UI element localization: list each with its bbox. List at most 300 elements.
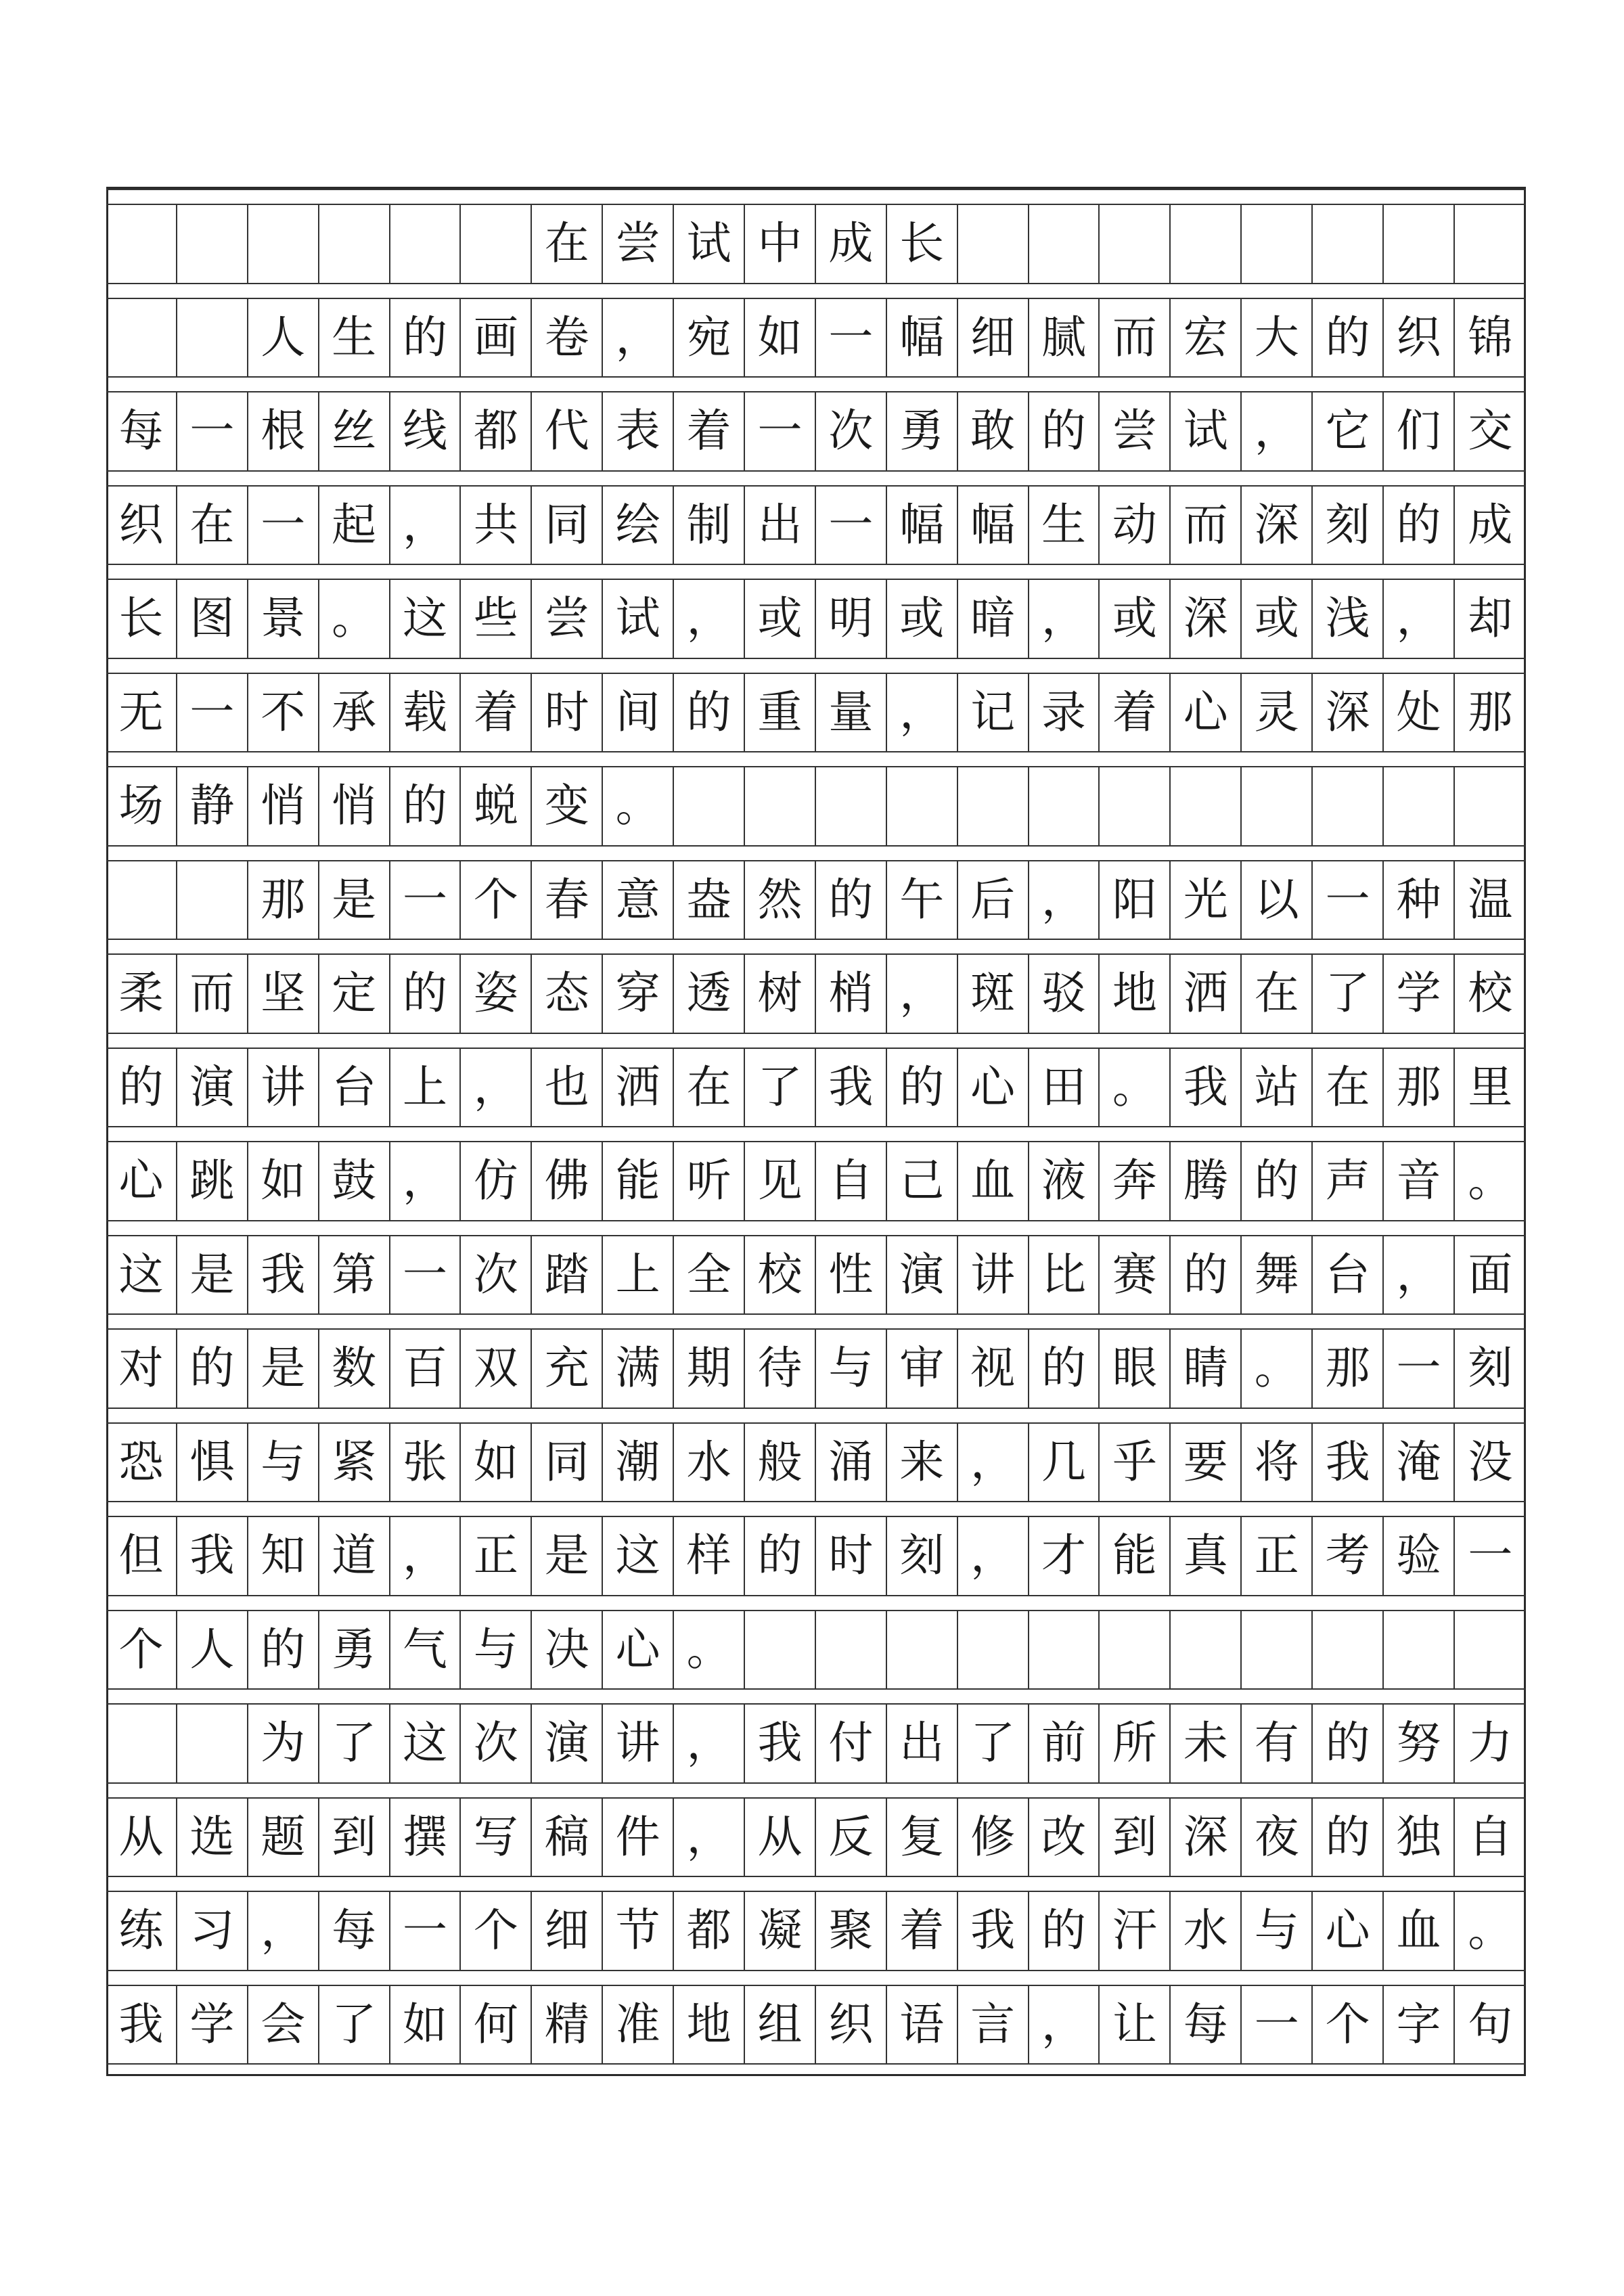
- row-spacer: [106, 564, 1526, 580]
- grid-cell: 的: [390, 955, 461, 1033]
- grid-cells: [106, 1799, 1526, 1876]
- grid-cell: [1384, 767, 1455, 845]
- row-spacer: [106, 1501, 1526, 1517]
- grid-cell: [177, 205, 248, 283]
- grid-cell: 演: [887, 1236, 958, 1314]
- grid-cell: 种: [1384, 861, 1455, 939]
- grid-cell: 柔: [106, 955, 177, 1033]
- grid-cell: 代: [532, 392, 603, 470]
- grid-cell: [461, 205, 532, 283]
- grid-cell: 个: [106, 1611, 177, 1689]
- row-spacer: [106, 1876, 1526, 1892]
- grid-cell: 充: [532, 1330, 603, 1408]
- row-spacer: [106, 1033, 1526, 1049]
- grid-cell: 的: [1029, 392, 1100, 470]
- grid-cell: 灵: [1242, 674, 1313, 752]
- grid-cell: 勇: [887, 392, 958, 470]
- grid-cell: 血: [958, 1142, 1029, 1220]
- grid-cell: 洒: [603, 1049, 674, 1127]
- grid-cell: 而: [1171, 487, 1242, 564]
- grid-cell: 一: [177, 392, 248, 470]
- grid-cell: 佛: [532, 1142, 603, 1220]
- text-row: [106, 1782, 1526, 1863]
- row-spacer: [106, 1970, 1526, 1986]
- grid-cells: [106, 1892, 1526, 1970]
- grid-cell: [106, 205, 177, 283]
- grid-cell: [319, 205, 390, 283]
- grid-cell: ，: [958, 1424, 1029, 1502]
- grid-cell: 长: [887, 205, 958, 283]
- grid-cell: 己: [887, 1142, 958, 1220]
- grid-cell: 面: [1468, 1248, 1513, 1301]
- grid-cell: 个: [461, 861, 532, 939]
- grid-cell: 了: [745, 1049, 816, 1127]
- grid-cell: 时: [532, 674, 603, 752]
- grid-cell: 撰: [390, 1799, 461, 1876]
- grid-cell: ，: [390, 1517, 461, 1595]
- grid-cell: 聚: [816, 1892, 887, 1970]
- grid-cell: 的: [1171, 1236, 1242, 1314]
- grid-cell: 。: [1468, 1154, 1513, 1207]
- grid-cell: 态: [532, 955, 603, 1033]
- grid-cell: 一: [390, 1892, 461, 1970]
- grid-cell: 将: [1242, 1424, 1313, 1502]
- grid-cell: 的: [816, 861, 887, 939]
- grid-cell: 自: [1468, 1810, 1513, 1863]
- grid-cell: 温: [1468, 873, 1513, 926]
- row-spacer: [106, 939, 1526, 955]
- row-spacer: [106, 1595, 1526, 1611]
- grid-cell: 线: [390, 392, 461, 470]
- grid-cell: 真: [1171, 1517, 1242, 1595]
- grid-cell: 与: [248, 1424, 319, 1502]
- grid-cell: 数: [319, 1330, 390, 1408]
- grid-cell: 音: [1384, 1142, 1455, 1220]
- grid-cell: 或: [1242, 580, 1313, 658]
- grid-cell: 幅: [887, 487, 958, 564]
- row-spacer: [106, 1220, 1526, 1236]
- grid-cell: 未: [1171, 1705, 1242, 1782]
- grid-cell: [816, 767, 887, 845]
- grid-cell: 以: [1242, 861, 1313, 939]
- grid-cell: 的: [674, 674, 745, 752]
- grid-cell: 声: [1313, 1142, 1384, 1220]
- grid-cell: 心: [1171, 674, 1242, 752]
- grid-cells: [106, 205, 1526, 283]
- grid-cell: 复: [887, 1799, 958, 1876]
- grid-cell: [745, 1611, 816, 1689]
- grid-cell: 我: [1313, 1424, 1384, 1502]
- grid-cell: 明: [816, 580, 887, 658]
- grid-cell: 心: [958, 1049, 1029, 1127]
- grid-cell: 同: [532, 487, 603, 564]
- text-row: [106, 1688, 1526, 1770]
- grid-cell: [745, 767, 816, 845]
- grid-cell: 深: [1171, 1799, 1242, 1876]
- grid-cell: 题: [248, 1799, 319, 1876]
- grid-cell: 何: [461, 1986, 532, 2064]
- grid-cell: 语: [887, 1986, 958, 2064]
- grid-cell: 道: [319, 1517, 390, 1595]
- grid-cell: 它: [1313, 392, 1384, 470]
- grid-cell: 宛: [674, 299, 745, 377]
- grid-cell: 蜕: [461, 767, 532, 845]
- grid-cell: 景: [248, 580, 319, 658]
- grid-cell: 着: [887, 1892, 958, 1970]
- grid-cells: [106, 392, 1526, 470]
- grid-cell: 对: [106, 1330, 177, 1408]
- grid-cell: 锦: [1468, 311, 1513, 363]
- grid-cell: 绘: [603, 487, 674, 564]
- grid-cell: 百: [390, 1330, 461, 1408]
- grid-cell: 仿: [461, 1142, 532, 1220]
- grid-cell: 午: [887, 861, 958, 939]
- grid-cell: 一: [248, 487, 319, 564]
- grid-cell: 洒: [1171, 955, 1242, 1033]
- grid-cell: ，: [1384, 1236, 1455, 1314]
- grid-cell: 我: [177, 1517, 248, 1595]
- grid-cell: 交: [1468, 405, 1513, 457]
- grid-cell: 是: [319, 861, 390, 939]
- grid-cell: 这: [390, 1705, 461, 1782]
- row-spacer: [106, 1126, 1526, 1142]
- grid-cell: 表: [603, 392, 674, 470]
- grid-cell: 跳: [177, 1142, 248, 1220]
- grid-cell: 我: [816, 1049, 887, 1127]
- grid-cell: 制: [674, 487, 745, 564]
- grid-cell: 恐: [106, 1424, 177, 1502]
- grid-cell: 无: [106, 674, 177, 752]
- grid-cell: 奔: [1100, 1142, 1171, 1220]
- grid-cell: 丝: [319, 392, 390, 470]
- bottom-margin-strip: [106, 2063, 1526, 2077]
- grid-cell: 潮: [603, 1424, 674, 1502]
- grid-cell: [1455, 767, 1526, 845]
- grid-cell: 的: [1313, 1799, 1384, 1876]
- grid-cell: [1384, 1611, 1455, 1689]
- grid-cell: 与: [816, 1330, 887, 1408]
- grid-cell: 后: [958, 861, 1029, 939]
- grid-cells: [106, 580, 1526, 658]
- grid-cell: 却: [1468, 592, 1513, 645]
- grid-cell: 尝: [1100, 392, 1171, 470]
- grid-cell: 校: [1468, 967, 1513, 1020]
- grid-cell: 也: [532, 1049, 603, 1127]
- title-row: [106, 189, 1526, 270]
- grid-cell: 。: [674, 1611, 745, 1689]
- grid-cell: 液: [1029, 1142, 1100, 1220]
- text-row: [106, 470, 1526, 551]
- grid-cell: ，: [390, 1142, 461, 1220]
- grid-cell: 节: [603, 1892, 674, 1970]
- text-row: [106, 376, 1526, 457]
- grid-cell: 刻: [1468, 1342, 1513, 1395]
- grid-cell: 同: [532, 1424, 603, 1502]
- grid-cell: ，: [887, 955, 958, 1033]
- grid-cell: 乎: [1100, 1424, 1171, 1502]
- row-spacer: [106, 376, 1526, 392]
- grid-cell: 处: [1384, 674, 1455, 752]
- grid-cell: 的: [745, 1517, 816, 1595]
- text-row: [106, 1033, 1526, 1113]
- row-spacer: [106, 1408, 1526, 1424]
- grid-cell: 长: [106, 580, 177, 658]
- grid-cell: ，: [887, 674, 958, 752]
- grid-cell: ，: [461, 1049, 532, 1127]
- grid-cell: 来: [887, 1424, 958, 1502]
- grid-cell: 们: [1384, 392, 1455, 470]
- grid-cell: 在: [532, 205, 603, 283]
- row-spacer: [106, 189, 1526, 205]
- grid-cell: 的: [1384, 487, 1455, 564]
- grid-cell: 要: [1171, 1424, 1242, 1502]
- grid-cell: ，: [1242, 392, 1313, 470]
- grid-cell: 是: [248, 1330, 319, 1408]
- grid-cell: 汗: [1100, 1892, 1171, 1970]
- grid-cell: [887, 1611, 958, 1689]
- grid-cell: 所: [1100, 1705, 1171, 1782]
- grid-cell: 次: [461, 1705, 532, 1782]
- grid-cell: 练: [106, 1892, 177, 1970]
- grid-cell: 的: [390, 299, 461, 377]
- grid-cell: 能: [1100, 1517, 1171, 1595]
- grid-cell: 的: [1029, 1330, 1100, 1408]
- text-row: [106, 564, 1526, 645]
- grid-cell: 性: [816, 1236, 887, 1314]
- grid-cell: 或: [745, 580, 816, 658]
- grid-cell: [390, 205, 461, 283]
- grid-cells: [106, 955, 1526, 1033]
- grid-cell: 习: [177, 1892, 248, 1970]
- grid-cells: [106, 1517, 1526, 1595]
- grid-cell: 些: [461, 580, 532, 658]
- grid-cell: 前: [1029, 1705, 1100, 1782]
- grid-cell: 讲: [248, 1049, 319, 1127]
- grid-cells: [106, 487, 1526, 564]
- grid-cell: 而: [1100, 299, 1171, 377]
- grid-cell: 如: [390, 1986, 461, 2064]
- grid-cell: [887, 767, 958, 845]
- grid-cell: 时: [816, 1517, 887, 1595]
- grid-cell: 待: [745, 1330, 816, 1408]
- grid-cell: [1029, 205, 1100, 283]
- grid-cell: 我: [958, 1892, 1029, 1970]
- grid-cell: 几: [1029, 1424, 1100, 1502]
- grid-cell: 水: [1171, 1892, 1242, 1970]
- grid-cell: 尝: [532, 580, 603, 658]
- grid-cell: 了: [319, 1705, 390, 1782]
- grid-cells: [106, 861, 1526, 939]
- grid-cell: [106, 1705, 177, 1782]
- grid-cell: 改: [1029, 1799, 1100, 1876]
- grid-cell: 生: [1029, 487, 1100, 564]
- text-row: [106, 1876, 1526, 1957]
- grid-cell: 淹: [1384, 1424, 1455, 1502]
- grid-cell: 的: [177, 1330, 248, 1408]
- grid-cell: 悄: [319, 767, 390, 845]
- grid-cell: 考: [1313, 1517, 1384, 1595]
- grid-cell: 次: [816, 392, 887, 470]
- grid-cell: 驳: [1029, 955, 1100, 1033]
- grid-cell: 录: [1029, 674, 1100, 752]
- grid-cell: 台: [319, 1049, 390, 1127]
- grid-cell: 知: [248, 1517, 319, 1595]
- text-row: [106, 1313, 1526, 1395]
- grid-cell: 的: [390, 767, 461, 845]
- grid-cell: ，: [1029, 861, 1100, 939]
- grid-cell: 宏: [1171, 299, 1242, 377]
- grid-cells: [106, 1611, 1526, 1689]
- grid-cell: 腾: [1171, 1142, 1242, 1220]
- grid-cells: [106, 674, 1526, 752]
- grid-cell: 重: [745, 674, 816, 752]
- grid-cell: 惧: [177, 1424, 248, 1502]
- grid-cell: 出: [887, 1705, 958, 1782]
- grid-cell: ，: [603, 299, 674, 377]
- grid-cell: 卷: [532, 299, 603, 377]
- grid-cell: 期: [674, 1330, 745, 1408]
- grid-cell: 精: [532, 1986, 603, 2064]
- grid-cell: 了: [958, 1705, 1029, 1782]
- grid-cell: 那: [1313, 1330, 1384, 1408]
- grid-cell: 但: [106, 1517, 177, 1595]
- grid-cell: 在: [1242, 955, 1313, 1033]
- grid-cell: 着: [461, 674, 532, 752]
- grid-cell: 那: [248, 861, 319, 939]
- grid-cell: 上: [390, 1049, 461, 1127]
- grid-cell: [1455, 1611, 1526, 1689]
- grid-cell: 次: [461, 1236, 532, 1314]
- grid-cell: 每: [106, 392, 177, 470]
- grid-cell: 睛: [1171, 1330, 1242, 1408]
- grid-cell: 与: [1242, 1892, 1313, 1970]
- grid-cell: 血: [1384, 1892, 1455, 1970]
- grid-cell: 自: [816, 1142, 887, 1220]
- grid-cell: 到: [1100, 1799, 1171, 1876]
- grid-cell: 里: [1468, 1060, 1513, 1113]
- text-row: [106, 1126, 1526, 1207]
- grid-cell: 与: [461, 1611, 532, 1689]
- grid-cell: [674, 767, 745, 845]
- grid-cell: 深: [1242, 487, 1313, 564]
- grid-cell: 句: [1468, 1998, 1513, 2050]
- grid-cell: [1384, 205, 1455, 283]
- grid-cell: ，: [958, 1517, 1029, 1595]
- row-spacer: [106, 283, 1526, 299]
- grid-cell: 努: [1384, 1705, 1455, 1782]
- grid-cell: 视: [958, 1330, 1029, 1408]
- grid-cells: [106, 299, 1526, 377]
- grid-cell: [1171, 205, 1242, 283]
- grid-cell: [106, 299, 177, 377]
- grid-cell: 学: [177, 1986, 248, 2064]
- grid-cell: [1455, 205, 1526, 283]
- grid-cell: 每: [319, 1892, 390, 1970]
- grid-cell: 间: [603, 674, 674, 752]
- text-row: [106, 1501, 1526, 1582]
- grid-cell: 稿: [532, 1799, 603, 1876]
- grid-cell: 没: [1468, 1435, 1513, 1488]
- text-row: [106, 283, 1526, 363]
- grid-cell: 般: [745, 1424, 816, 1502]
- grid-cell: 一: [177, 674, 248, 752]
- grid-cell: 让: [1100, 1986, 1171, 2064]
- grid-cell: 静: [177, 767, 248, 845]
- grid-cell: 到: [319, 1799, 390, 1876]
- grid-cell: 暗: [958, 580, 1029, 658]
- grid-cell: 赛: [1100, 1236, 1171, 1314]
- grid-cell: [248, 205, 319, 283]
- grid-cell: 刻: [1313, 487, 1384, 564]
- text-row: [106, 658, 1526, 738]
- grid-cell: [1029, 1611, 1100, 1689]
- grid-cell: 的: [1242, 1142, 1313, 1220]
- grid-cell: ，: [390, 487, 461, 564]
- grid-cell: 心: [106, 1142, 177, 1220]
- row-spacer: [106, 1782, 1526, 1799]
- grid-cell: 这: [390, 580, 461, 658]
- grid-cell: 深: [1313, 674, 1384, 752]
- grid-cell: 全: [674, 1236, 745, 1314]
- grid-cell: 然: [745, 861, 816, 939]
- grid-cell: 中: [745, 205, 816, 283]
- grid-cell: 光: [1171, 861, 1242, 939]
- grid-cell: 写: [461, 1799, 532, 1876]
- grid-cell: [1029, 767, 1100, 845]
- grid-cell: 涌: [816, 1424, 887, 1502]
- text-row: [106, 751, 1526, 832]
- grid-cell: 个: [1313, 1986, 1384, 2064]
- grid-cells: [106, 1424, 1526, 1502]
- grid-cells: [106, 767, 1526, 845]
- grid-cell: [177, 861, 248, 939]
- grid-cell: 承: [319, 674, 390, 752]
- grid-cell: 审: [887, 1330, 958, 1408]
- grid-cell: 试: [674, 205, 745, 283]
- grid-cell: 载: [390, 674, 461, 752]
- text-row: [106, 939, 1526, 1020]
- grid-cell: 织: [816, 1986, 887, 2064]
- grid-cell: 见: [745, 1142, 816, 1220]
- grid-cell: [816, 1611, 887, 1689]
- grid-cell: 站: [1242, 1049, 1313, 1127]
- grid-cell: [177, 299, 248, 377]
- grid-cell: 从: [745, 1799, 816, 1876]
- grid-cell: [1100, 205, 1171, 283]
- grid-cell: 不: [248, 674, 319, 752]
- grid-cell: 个: [461, 1892, 532, 1970]
- grid-cell: 修: [958, 1799, 1029, 1876]
- grid-cell: 一: [390, 861, 461, 939]
- grid-cell: 学: [1384, 955, 1455, 1033]
- grid-cell: 定: [319, 955, 390, 1033]
- grid-cell: [958, 1611, 1029, 1689]
- row-spacer: [106, 1688, 1526, 1705]
- grid-cell: 一: [816, 299, 887, 377]
- grid-cell: 决: [532, 1611, 603, 1689]
- grid-cell: 春: [532, 861, 603, 939]
- grid-cell: 有: [1242, 1705, 1313, 1782]
- grid-cell: 舞: [1242, 1236, 1313, 1314]
- grid-cell: 付: [816, 1705, 887, 1782]
- grid-cell: [1313, 767, 1384, 845]
- grid-cell: 是: [177, 1236, 248, 1314]
- grid-cell: 试: [603, 580, 674, 658]
- grid-cell: ，: [674, 1705, 745, 1782]
- grid-cell: 听: [674, 1142, 745, 1220]
- grid-cell: 那: [1468, 685, 1513, 738]
- grid-cell: 演: [532, 1705, 603, 1782]
